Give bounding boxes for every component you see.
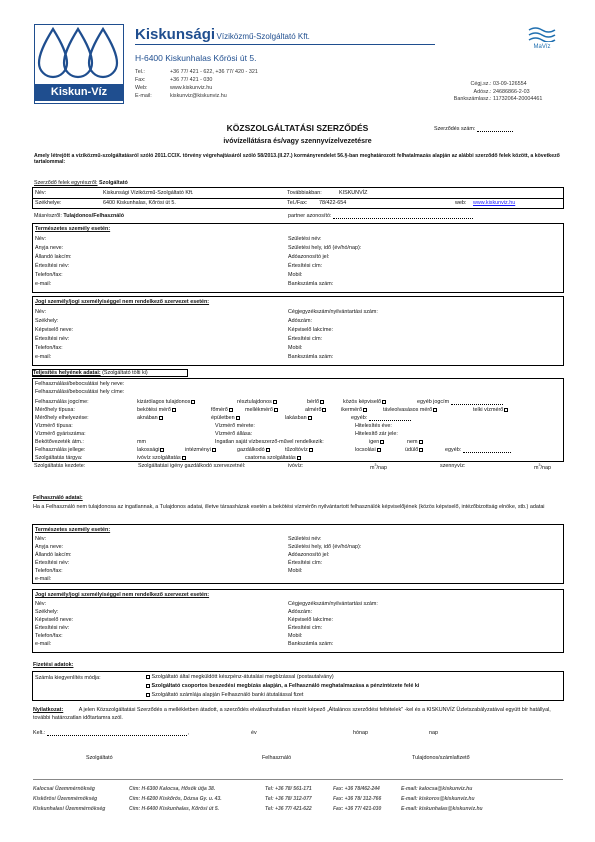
own-source-yes[interactable]: igen <box>369 439 384 445</box>
provider-web-link[interactable]: www.kiskunviz.hu <box>473 200 516 206</box>
droplets-icon <box>35 25 122 83</box>
meter-opt-6[interactable]: telki vízmérő <box>473 407 508 413</box>
billing-opt-postal[interactable]: Szolgáltató által megküldött készpénz-átutalási megbízással (postautalvány) <box>145 674 334 680</box>
billing-box: Számla kiegyenlítés módja: Szolgáltató által megküldött készpénz-átutalási megbízással (postautalvány) Szolgáltató csoportos beszedési megbízás alapján, a Felhasználó meghatalmazása a pénzintézete felé ki Szolgáltató számlája alapján Felhasználó banki átutalással fizet <box>32 671 564 701</box>
legal-person-box: Jogi személy/jogi személyiséggel nem rendelkező szervezet esetén: Név: Székhely: Képviselő neve: Értesítési név: Telefon/fax: e-mail: Cégjegyzékszám/nyilvántartási szám: Adószám: Képviselő lakcíme: Értesítési cím: Mobil: Bankszámla szám: <box>32 296 564 366</box>
provider-name: Kiskunsági Víziközmű-Szolgáltató Kft. <box>103 190 194 196</box>
party1-heading: Szerződő felek egyrészről: Szolgáltató <box>34 180 128 186</box>
user-heading: Felhasználó adatai: <box>33 495 83 501</box>
declaration: Nyilatkozat: A jelen Közszolgáltatási Szerződés a mellékletben átadott, a szerződés elválaszthatatlan részét képező „Általános szerződési feltételek" -kel és a KISKUNVÍZ Üzletszabályzatával együtt bír hatállyal, további határozatlan időtartamra szól. <box>33 707 551 722</box>
meter-opt-0[interactable]: bekötési mérő <box>137 407 176 413</box>
use-opt-2[interactable]: gazdálkodó <box>237 447 270 453</box>
legal-opt-rep[interactable]: közös képviselő <box>343 399 386 405</box>
checkbox[interactable] <box>273 400 277 404</box>
use-opt-1[interactable]: intézményi <box>185 447 216 453</box>
company-name-underline <box>135 44 435 45</box>
company-name-main: Kiskunsági <box>135 26 216 43</box>
company-name-rest: Víziközmű-Szolgáltató Kft. <box>216 32 310 41</box>
company-logo <box>34 24 124 104</box>
billing-opt-direct-debit[interactable]: Szolgáltató csoportos beszedési megbízás alapján, a Felhasználó meghatalmazása a pénzintézete felé ki <box>145 683 419 689</box>
signature-user[interactable]: Felhasználó <box>262 755 292 761</box>
contact-fax: +36 77/ 421 - 030 <box>170 77 213 83</box>
billing-heading: Fizetési adatok: <box>33 662 74 668</box>
provider-alias: KISKUNVÍZ <box>339 190 368 196</box>
provider-tel: 78/422-654 <box>319 200 347 206</box>
meter-opt-3[interactable]: almérő <box>305 407 326 413</box>
footer-row: Kiskőrösi Üzemmérnökség Cím: H-6200 Kiskőrös, Dózsa Gy. u. 43. Tel: +36 78/ 312-077 Fax: +36 78/ 312-766 E-mail: kiskoros@kiskunviz.hu <box>33 796 475 802</box>
tax-number: 24686866-2-03 <box>493 88 530 95</box>
loc-opt-3[interactable]: egyéb: <box>351 415 411 421</box>
contact-email[interactable]: kiskunviz@kiskunviz.hu <box>170 93 227 99</box>
checkbox[interactable] <box>382 400 386 404</box>
use-opt-4[interactable]: locsolási <box>355 447 381 453</box>
site-heading-box <box>32 369 188 377</box>
provider-seat: 6400 Kiskunhalas, Kőrösi út 5. <box>103 200 176 206</box>
use-opt-5[interactable]: üdülő <box>405 447 423 453</box>
loc-opt-1[interactable]: épületben <box>211 415 240 421</box>
loc-opt-0[interactable]: aknában <box>137 415 163 421</box>
natural-person-box: Természetes személy esetén: Név: Anyja neve: Állandó lakcím: Értesítési név: Telefon/fax: e-mail: Születési név: Születési hely, idő (év/hó/nap): Adóazonosító jel: Értesítési cím: Mobil: Bankszámla szám: <box>32 223 564 293</box>
intro-text: Amely létrejött a víziközmű-szolgáltatásról szóló 2011.CCIX. törvény végrehajtásáról szóló 58/2013.(II.27.) kormányrendelet 56.§-ban meghatározott felhatalmazás alapján az alábbi szerződő felek között, a következő tartalommal: <box>34 153 560 165</box>
contract-number[interactable]: Szerződés szám: <box>434 126 513 132</box>
user-note: Ha a Felhasználó nem tulajdonosa az ingatlannak, a Tulajdonos adatai, illetve társasházak esetén a bekötési vízmérőn nyilvántartott felhasználók képviselőjének (közös képviselő, intézőbizottság elnöke, stb.) adatai <box>33 504 545 510</box>
footer-divider <box>33 779 563 780</box>
use-opt-6[interactable]: egyéb: <box>445 447 511 453</box>
signature-provider[interactable]: Szolgáltató <box>86 755 113 761</box>
registry-block: Cégj.sz.: 03-09-126554 Adósz.: 24686866-2-03 Bankszámlasz.: 11732064-20004461 <box>430 81 555 104</box>
service-start-row: Szolgáltatás kezdete: Szolgáltatási igény gazdálkodó szervezetnél: ivóvíz: $m^3$/nap szennyvíz: $m^3$/nap <box>34 463 551 471</box>
page-subtitle: ivóvízellátásra és/vagy szennyvízelvezetésre <box>223 138 372 145</box>
signature-owner[interactable]: Tulajdonos/számlafizető <box>412 755 470 761</box>
registry-number: 03-09-126554 <box>493 81 527 87</box>
mavíz-logo: MaVíz <box>522 26 562 51</box>
user-legal-box: Jogi személy/jogi személyiséggel nem rendelkező szervezet esetén: Név: Székhely: Képviselő neve: Értesítési név: Telefon/fax: e-mail: Cégjegyzékszám/nyilvántartási szám: Adószám: Képviselő lakcíme: Értesítési cím: Mobil: Bankszámla szám: <box>32 589 564 653</box>
site-heading: Teljesítés helyének adatai: (Szolgáltató tölti ki) <box>33 370 148 376</box>
party1-box: Név: Kiskunsági Víziközmű-Szolgáltató Kft. Továbbiakban: KISKUNVÍZ Székhelye: 6400 Kiskunhalas, Kőrösi út 5. Tel./Fax: 78/422-654 web: www.kiskunviz.hu <box>32 187 564 209</box>
meter-opt-1[interactable]: főmérő <box>211 407 233 413</box>
company-address: H-6400 Kiskunhalas Kőrösi út 5. <box>135 53 257 63</box>
partner-id-field[interactable]: partner azonosító: <box>288 213 473 219</box>
signature-row <box>0 755 595 765</box>
meter-opt-4[interactable]: ikermérő <box>341 407 367 413</box>
date-row: Kelt.: , év hónap nap <box>33 730 438 736</box>
legal-opt-owner[interactable]: kizárólagos tulajdonos <box>137 399 195 405</box>
site-data-box: Felhasználási/bebocsátási hely neve: Felhasználási/bebocsátási hely címe: Felhasználás jogcíme: kizárólagos tulajdonos résztulajdonos bérlő közös képviselő egyéb jogcím Mérőhely típusa: bekötési mérő főmérő mellékmérő almérő ikermérő távleolvasásos mérő telki vízmérő Mérőhely elhelyezése: aknában épületben lakásban egyéb: Vízmérő típusa: Vízmérő mérete: Hitelesítés éve: Vízmérő gyáriszáma: Vízmérő állása: Hitelesítő zár jele: Bekötővezeték átm.: mm Ingatlan saját vízbeszerző-művel rendelkezik: igen nem Felhasználás jellege: lakossági intézményi gazdálkodó tűzoltóvíz locsolási üdülő egyéb: Szolgáltatás tárgya: ivóvíz szolgáltatás csatorna szolgáltatás <box>32 378 564 462</box>
meter-opt-2[interactable]: mellékmérő <box>245 407 278 413</box>
meter-opt-5[interactable]: távleolvasásos mérő <box>383 407 437 413</box>
bank-account: 11732064-20004461 <box>493 96 543 102</box>
contact-block: Tel.: +36 77/ 421 - 622, +36 77/ 420 - 321 Fax: +36 77/ 421 - 030 Web: www.kiskunviz.hu E-mail: kiskunviz@kiskunviz.hu <box>135 69 258 99</box>
contact-web[interactable]: www.kiskunviz.hu <box>170 85 213 91</box>
footer <box>33 787 563 817</box>
checkbox[interactable] <box>191 400 195 404</box>
footer-row: Kiskunhalasi Üzemmérnökség Cím: H-6400 Kiskunhalas, Kőrösi út 5. Tel: +36 77/ 421-622 Fax: +36 77/ 421-030 E-mail: kiskunhalas@kiskunviz.hu <box>33 806 483 812</box>
date-place-field[interactable]: Kelt.: <box>33 730 187 736</box>
subject-opt-sewer[interactable]: csatorna szolgáltatás <box>245 455 301 461</box>
page-title: KÖZSZOLGÁLTATÁSI SZERZŐDÉS <box>226 123 369 133</box>
legal-opt-tenant[interactable]: bérlő <box>307 399 324 405</box>
own-source-no[interactable]: nem <box>407 439 423 445</box>
legal-opt-coowner[interactable]: résztulajdonos <box>237 399 277 405</box>
legal-opt-other[interactable]: egyéb jogcím <box>417 399 503 405</box>
use-opt-3[interactable]: tűzoltóvíz <box>285 447 313 453</box>
billing-opt-transfer[interactable]: Szolgáltató számlája alapján Felhasználó banki átutalással fizet <box>145 692 303 698</box>
company-name <box>135 26 310 43</box>
checkbox[interactable] <box>320 400 324 404</box>
use-opt-0[interactable]: lakossági <box>137 447 164 453</box>
contact-tel: +36 77/ 421 - 622, +36 77/ 420 - 321 <box>170 69 258 75</box>
subject-opt-water[interactable]: ivóvíz szolgáltatás <box>137 455 186 461</box>
footer-row: Kalocsai Üzemmérnökség Cím: H-6300 Kalocsa, Hősök útja 38. Tel: +36 78/ 561-171 Fax: +36 78/462-244 E-mail: kalocsa@kiskunviz.hu <box>33 786 473 792</box>
loc-opt-2[interactable]: lakásban <box>285 415 312 421</box>
user-natural-box: Természetes személy esetén: Név: Anyja neve: Állandó lakcím: Értesítési név: Telefon/fax: e-mail: Születési név: Születési hely, idő (év/hó/nap): Adóazonosító jel: Értesítési cím: Mobil: <box>32 524 564 584</box>
logo-text: Kiskun-Víz <box>35 84 123 101</box>
party2-heading: Másrészről: Tulajdonos/Felhasználó <box>34 213 125 219</box>
waves-icon <box>527 26 557 42</box>
